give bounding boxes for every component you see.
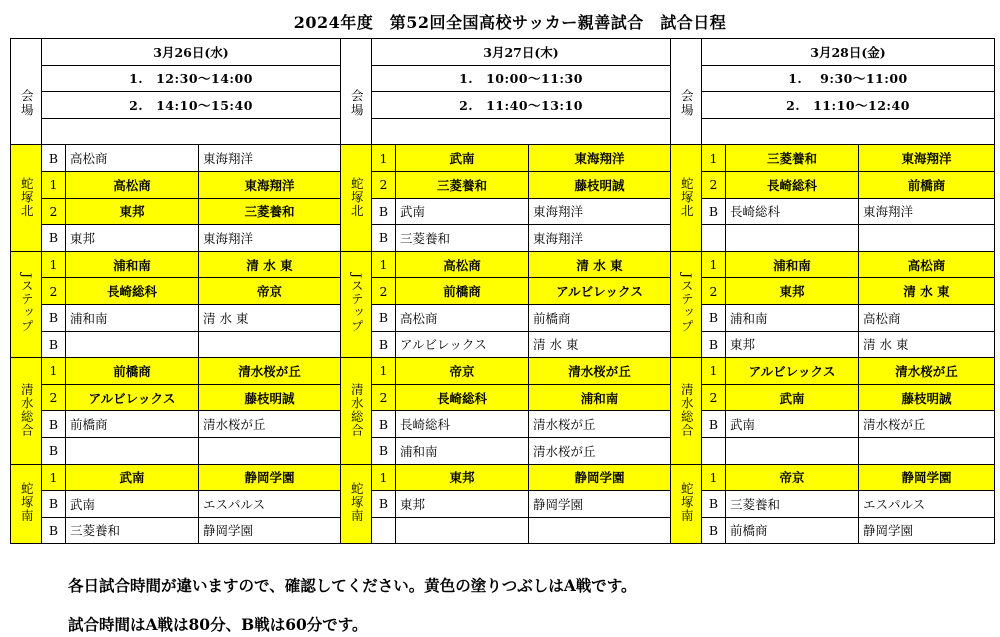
match-number: 2 xyxy=(702,171,726,198)
home-team: 武南 xyxy=(726,411,859,438)
match-number: 1 xyxy=(42,464,66,491)
venue-name xyxy=(11,358,42,464)
home-team xyxy=(396,517,529,544)
match-row xyxy=(11,171,995,198)
venue-name xyxy=(11,251,42,357)
venue-name-text: 蛇塚南 xyxy=(349,482,365,523)
away-team: 静岡学園 xyxy=(529,464,671,491)
home-team: 武南 xyxy=(66,464,199,491)
day-date: 3月28日(金) xyxy=(702,39,995,66)
match-number: B xyxy=(42,491,66,518)
away-team: 藤枝明誠 xyxy=(529,171,671,198)
home-team: 東邦 xyxy=(396,464,529,491)
away-team: 清水桜が丘 xyxy=(529,437,671,464)
away-team: 帝京 xyxy=(199,278,341,305)
away-team: 東海翔洋 xyxy=(529,225,671,252)
home-team: 武南 xyxy=(396,145,529,172)
match-number: 2 xyxy=(42,278,66,305)
venue-header-label xyxy=(341,65,372,145)
away-team: 静岡学園 xyxy=(199,517,341,544)
match-row xyxy=(11,198,995,225)
match-number xyxy=(702,437,726,464)
away-team: 静岡学園 xyxy=(199,464,341,491)
match-number: 1 xyxy=(372,358,396,385)
home-team xyxy=(726,437,859,464)
match-time: 2. 14:10～15:40 xyxy=(42,92,341,119)
match-number: 1 xyxy=(372,145,396,172)
home-team: 高松商 xyxy=(66,171,199,198)
away-team: 清水桜が丘 xyxy=(199,358,341,385)
match-number: 1 xyxy=(702,145,726,172)
venue-name-text: 清水総合 xyxy=(19,382,35,437)
home-team xyxy=(66,331,199,358)
match-time: 1. 10:00～11:30 xyxy=(372,65,671,92)
match-number: B xyxy=(42,437,66,464)
match-row xyxy=(11,411,995,438)
away-team: 東海翔洋 xyxy=(199,225,341,252)
match-number: 1 xyxy=(42,358,66,385)
home-team: 三菱養和 xyxy=(66,517,199,544)
venue-name-text: 蛇塚北 xyxy=(19,176,35,218)
away-team: 清 水 東 xyxy=(199,251,341,278)
venue-name xyxy=(671,464,702,544)
away-team: 東海翔洋 xyxy=(529,145,671,172)
match-number: B xyxy=(702,411,726,438)
home-team: アルビレックス xyxy=(396,331,529,358)
away-team: エスパルス xyxy=(199,491,341,518)
home-team: 武南 xyxy=(66,491,199,518)
match-number: 2 xyxy=(372,384,396,411)
away-team: 藤枝明誠 xyxy=(859,384,995,411)
match-number: 1 xyxy=(372,464,396,491)
away-team: 浦和南 xyxy=(529,384,671,411)
venue-header-label xyxy=(11,65,42,145)
away-team: 清 水 東 xyxy=(859,331,995,358)
match-number: 1 xyxy=(702,358,726,385)
match-time: 2. 11:40～13:10 xyxy=(372,92,671,119)
venue-name-text: 蛇塚北 xyxy=(349,176,365,218)
home-team: 前橋商 xyxy=(66,411,199,438)
match-number: 2 xyxy=(42,198,66,225)
match-number: B xyxy=(372,491,396,518)
home-team: 東邦 xyxy=(726,278,859,305)
away-team: エスパルス xyxy=(859,491,995,518)
away-team xyxy=(199,331,341,358)
home-team xyxy=(726,225,859,252)
away-team: 高松商 xyxy=(859,304,995,331)
note-time-difference: 各日試合時間が違いますので、確認してください。黄色の塗りつぶしはA戦です。 xyxy=(68,576,637,595)
match-row xyxy=(11,251,995,278)
match-number: 2 xyxy=(702,384,726,411)
home-team: アルビレックス xyxy=(726,358,859,385)
home-team: 前橋商 xyxy=(66,358,199,385)
home-team: 前橋商 xyxy=(726,517,859,544)
venue-name-text: 清水総合 xyxy=(679,382,695,437)
match-row xyxy=(11,225,995,252)
home-team: 三菱養和 xyxy=(726,145,859,172)
home-team: 長崎総科 xyxy=(66,278,199,305)
match-row xyxy=(11,331,995,358)
schedule-table xyxy=(10,38,995,544)
home-team: 東邦 xyxy=(66,225,199,252)
note-match-length: 試合時間はA戦は80分、B戦は60分です。 xyxy=(68,615,368,634)
away-team: 高松商 xyxy=(859,251,995,278)
match-row xyxy=(11,358,995,385)
venue-name xyxy=(341,464,372,544)
away-team: 静岡学園 xyxy=(529,491,671,518)
time-row xyxy=(11,65,995,92)
home-team: 浦和南 xyxy=(396,437,529,464)
home-team: 浦和南 xyxy=(726,304,859,331)
away-team: 東海翔洋 xyxy=(859,145,995,172)
match-row xyxy=(11,278,995,305)
venue-header-text: 会場 xyxy=(349,88,365,118)
date-header-row xyxy=(11,39,995,66)
home-team: 東邦 xyxy=(66,198,199,225)
match-time: 1. 9:30～11:00 xyxy=(702,65,995,92)
away-team: アルビレックス xyxy=(529,278,671,305)
match-number: B xyxy=(702,331,726,358)
match-number: B xyxy=(42,331,66,358)
venue-header-cell xyxy=(341,39,372,66)
home-team: 浦和南 xyxy=(726,251,859,278)
venue-name-text: 蛇塚北 xyxy=(679,176,695,218)
away-team xyxy=(859,437,995,464)
home-team: 三菱養和 xyxy=(396,171,529,198)
away-team: 清水桜が丘 xyxy=(529,358,671,385)
venue-name-text: Jステップ xyxy=(679,273,695,334)
match-number: 2 xyxy=(372,171,396,198)
home-team: 帝京 xyxy=(396,358,529,385)
match-number: 1 xyxy=(702,464,726,491)
away-team: 清 水 東 xyxy=(199,304,341,331)
away-team: 清水桜が丘 xyxy=(859,358,995,385)
match-number: B xyxy=(42,145,66,172)
match-row xyxy=(11,517,995,544)
match-number: B xyxy=(702,198,726,225)
venue-header-cell xyxy=(11,39,42,66)
home-team: 武南 xyxy=(396,198,529,225)
venue-name xyxy=(341,358,372,464)
away-team: 清 水 東 xyxy=(859,278,995,305)
match-time: 1. 12:30～14:00 xyxy=(42,65,341,92)
away-team: 前橋商 xyxy=(529,304,671,331)
day-date: 3月26日(水) xyxy=(42,39,341,66)
venue-header-text: 会場 xyxy=(19,88,35,118)
match-row xyxy=(11,464,995,491)
away-team: 東海翔洋 xyxy=(199,145,341,172)
match-number: B xyxy=(702,517,726,544)
venue-name-text: 蛇塚南 xyxy=(679,482,695,523)
match-number: B xyxy=(42,517,66,544)
match-row xyxy=(11,304,995,331)
match-row xyxy=(11,145,995,172)
home-team: 東邦 xyxy=(726,331,859,358)
time-row xyxy=(11,92,995,119)
away-team xyxy=(529,517,671,544)
venue-name xyxy=(11,464,42,544)
match-number: B xyxy=(702,304,726,331)
home-team: アルビレックス xyxy=(66,384,199,411)
away-team: 清 水 東 xyxy=(529,251,671,278)
away-team: 清水桜が丘 xyxy=(529,411,671,438)
venue-name xyxy=(671,251,702,357)
home-team: 帝京 xyxy=(726,464,859,491)
match-number: 1 xyxy=(702,251,726,278)
away-team: 清水桜が丘 xyxy=(859,411,995,438)
match-number: B xyxy=(702,491,726,518)
home-team: 高松商 xyxy=(396,251,529,278)
away-team: 三菱養和 xyxy=(199,198,341,225)
match-number: 1 xyxy=(42,251,66,278)
match-row xyxy=(11,437,995,464)
match-number: B xyxy=(42,304,66,331)
match-number: B xyxy=(372,225,396,252)
home-team: 長崎総科 xyxy=(396,384,529,411)
away-team xyxy=(859,225,995,252)
venue-name xyxy=(11,145,42,251)
match-number: 2 xyxy=(372,278,396,305)
home-team: 前橋商 xyxy=(396,278,529,305)
venue-name xyxy=(341,251,372,357)
venue-name-text: Jステップ xyxy=(19,273,35,334)
home-team: 高松商 xyxy=(396,304,529,331)
match-time: 2. 11:10～12:40 xyxy=(702,92,995,119)
home-team: 三菱養和 xyxy=(726,491,859,518)
match-number xyxy=(702,225,726,252)
away-team: 東海翔洋 xyxy=(859,198,995,225)
venue-name xyxy=(671,145,702,251)
match-number: B xyxy=(372,198,396,225)
away-team: 前橋商 xyxy=(859,171,995,198)
away-team: 静岡学園 xyxy=(859,464,995,491)
home-team: 三菱養和 xyxy=(396,225,529,252)
match-number: 2 xyxy=(42,384,66,411)
home-team: 長崎総科 xyxy=(396,411,529,438)
day-date: 3月27日(木) xyxy=(372,39,671,66)
blank-cell xyxy=(702,118,995,145)
home-team xyxy=(66,437,199,464)
venue-name-text: Jステップ xyxy=(349,273,365,334)
match-number: B xyxy=(372,331,396,358)
venue-header-label xyxy=(671,65,702,145)
venue-name xyxy=(671,358,702,464)
home-team: 浦和南 xyxy=(66,304,199,331)
away-team: 静岡学園 xyxy=(859,517,995,544)
match-number: 1 xyxy=(372,251,396,278)
venue-header-cell xyxy=(671,39,702,66)
away-team: 藤枝明誠 xyxy=(199,384,341,411)
match-number: 1 xyxy=(42,171,66,198)
away-team: 東海翔洋 xyxy=(529,198,671,225)
home-team: 浦和南 xyxy=(66,251,199,278)
venue-name-text: 清水総合 xyxy=(349,382,365,437)
venue-name xyxy=(341,145,372,251)
away-team: 清 水 東 xyxy=(529,331,671,358)
blank-cell xyxy=(42,118,341,145)
away-team xyxy=(199,437,341,464)
match-number: B xyxy=(372,304,396,331)
blank-row xyxy=(11,118,995,145)
match-number: 2 xyxy=(702,278,726,305)
match-row xyxy=(11,491,995,518)
away-team: 清水桜が丘 xyxy=(199,411,341,438)
venue-header-text: 会場 xyxy=(679,88,695,118)
match-number: B xyxy=(372,437,396,464)
match-number: B xyxy=(372,411,396,438)
match-number: B xyxy=(42,225,66,252)
schedule-title: 2024年度 第52回全国高校サッカー親善試合 試合日程 xyxy=(293,13,727,32)
venue-name-text: 蛇塚南 xyxy=(19,482,35,523)
away-team: 東海翔洋 xyxy=(199,171,341,198)
match-number: B xyxy=(42,411,66,438)
blank-cell xyxy=(372,118,671,145)
home-team: 長崎総科 xyxy=(726,198,859,225)
home-team: 高松商 xyxy=(66,145,199,172)
match-row xyxy=(11,384,995,411)
home-team: 東邦 xyxy=(396,491,529,518)
match-number xyxy=(372,517,396,544)
home-team: 長崎総科 xyxy=(726,171,859,198)
home-team: 武南 xyxy=(726,384,859,411)
